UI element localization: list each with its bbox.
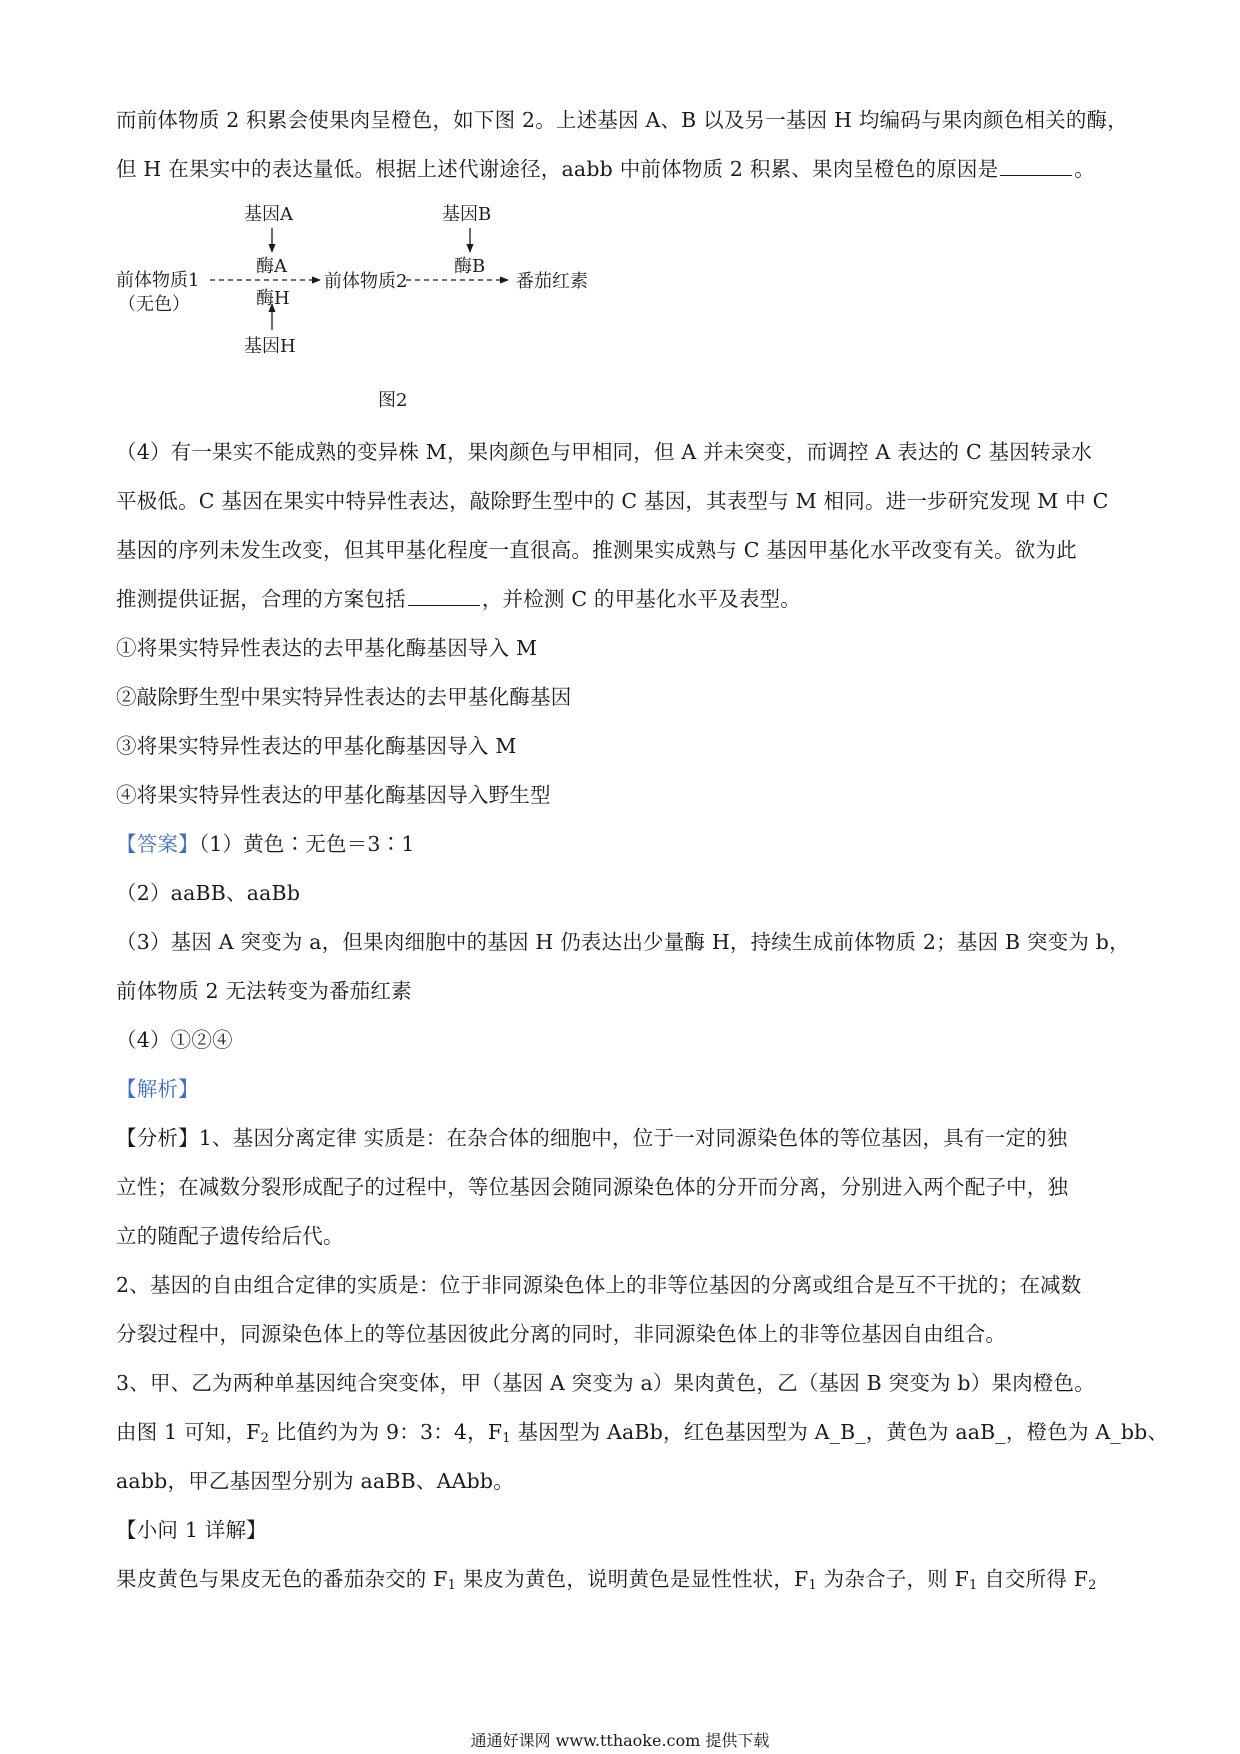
answer-line-1 [116, 820, 1136, 869]
option-4: ④将果实特异性表达的甲基化酶基因导入野生型 [116, 783, 551, 807]
sub-question-1-line-1 [116, 1555, 1136, 1604]
analysis-tag: 【解析】 [116, 1077, 199, 1101]
subscript: 1 [502, 1431, 511, 1446]
answer-2: （2）aaBB、aaBb [116, 881, 301, 905]
precursor-1-label: 前体物质1 [116, 270, 200, 291]
option-2: ②敲除野生型中果实特异性表达的去甲基化酶基因 [116, 685, 572, 709]
precursor-2-label: 前体物质2 [324, 271, 408, 292]
colorless-label: （无色） [118, 294, 190, 315]
enzyme-a-label: 酶A [256, 256, 287, 277]
gene-a-label: 基因A [244, 204, 293, 225]
answer-tag: 【答案】 [116, 832, 199, 856]
q3-line-2 [116, 145, 1136, 194]
subscript: 2 [260, 1431, 270, 1446]
text-run: 果皮黄色与果皮无色的番茄杂交的 F [116, 1567, 448, 1591]
text-run: 为杂合子，则 F [816, 1567, 970, 1591]
analysis-p2-line-1: 2、基因的自由组合定律的实质是：位于非同源染色体上的非等位基因的分离或组合是互不干扰的；在减数 [116, 1273, 1082, 1297]
analysis-p3-line-1: 3、甲、乙为两种单基因纯合突变体，甲（基因 A 突变为 a）果肉黄色，乙（基因 B 突变为 b）果肉橙色。 [116, 1371, 1095, 1395]
enzyme-h-label: 酶H [256, 288, 290, 309]
q4-line-4-end: ，并检测 C 的甲基化水平及表型。 [481, 587, 801, 611]
q4-line-4 [116, 575, 1136, 624]
text-run: 由图 1 可知，F [116, 1420, 261, 1444]
gene-b-label: 基因B [442, 204, 492, 225]
subscript: 2 [1088, 1578, 1097, 1593]
figure-2-pathway [116, 194, 1136, 428]
q4-line-3: 基因的序列未发生改变，但其甲基化程度一直很高。推测果实成熟与 C 基因甲基化水平改变有关。欲为此 [116, 538, 1077, 562]
answer-3-line-2: 前体物质 2 无法转变为番茄红素 [116, 979, 412, 1003]
option-3: ③将果实特异性表达的甲基化酶基因导入 M [116, 734, 517, 758]
sub-question-1-title: 【小问 1 详解】 [116, 1518, 267, 1542]
analysis-p3-line-3: aabb，甲乙基因型分别为 aaBB、AAbb。 [116, 1469, 514, 1493]
q3-line-1: 而前体物质 2 积累会使果肉呈橙色，如下图 2。上述基因 A、B 以及另一基因 H 均编码与果肉颜色相关的酶， [116, 108, 1128, 132]
answer-3-line-1: （3）基因 A 突变为 a，但果肉细胞中的基因 H 仍表达出少量酶 H，持续生成前体物质 2；基因 B 突变为 b， [116, 930, 1130, 954]
answer-1: （1）黄色∶无色＝3∶1 [198, 832, 415, 856]
q4-line-2: 平极低。C 基因在果实中特异性表达，敲除野生型中的 C 基因，其表型与 M 相同。进一步研究发现 M 中 C [116, 489, 1109, 513]
subscript: 1 [447, 1578, 457, 1593]
analysis-p1-line-1: 【分析】1、基因分离定律 实质是：在杂合体的细胞中，位于一对同源染色体的等位基因，具有一定的独 [116, 1126, 1068, 1150]
subscript: 1 [808, 1578, 817, 1593]
figure-caption: 图2 [378, 390, 408, 411]
q3-line-2-end: 。 [1074, 157, 1095, 181]
page-footer: 通通好课网 www.tthaoke.com 提供下载 [470, 1731, 770, 1750]
analysis-p1-line-3: 立的随配子遗传给后代。 [116, 1224, 344, 1248]
q4-line-4-text: 推测提供证据，合理的方案包括 [116, 587, 406, 611]
analysis-p2-line-2: 分裂过程中，同源染色体上的等位基因彼此分离的同时，非同源染色体上的非等位基因自由组合。 [116, 1322, 1007, 1346]
subscript: 1 [969, 1578, 978, 1593]
answer-blank [1000, 174, 1072, 176]
lycopene-label: 番茄红素 [516, 271, 588, 292]
enzyme-b-label: 酶B [454, 256, 486, 277]
gene-h-label: 基因H [244, 336, 296, 357]
document-page [116, 96, 1169, 1604]
answer-blank [408, 604, 480, 606]
text-run: 基因型为 AaBb，红色基因型为 A_B_，黄色为 aaB_，橙色为 A_bb、 [510, 1420, 1169, 1444]
q3-line-2-text: 但 H 在果实中的表达量低。根据上述代谢途径，aabb 中前体物质 2 积累、果肉呈橙色的原因是 [116, 157, 999, 181]
text-run: 自交所得 F [977, 1567, 1089, 1591]
text-run: 果皮为黄色，说明黄色是显性性状，F [456, 1567, 809, 1591]
text-run: 比值约为为 9：3：4，F [269, 1420, 503, 1444]
q4-line-1: （4）有一果实不能成熟的变异株 M，果肉颜色与甲相同，但 A 并未突变，而调控 A 表达的 C 基因转录水 [116, 440, 1093, 464]
analysis-p1-line-2: 立性；在减数分裂形成配子的过程中，等位基因会随同源染色体的分开而分离，分别进入两个配子中，独 [116, 1175, 1069, 1199]
option-1: ①将果实特异性表达的去甲基化酶基因导入 M [116, 636, 538, 660]
answer-4: （4）①②④ [116, 1028, 233, 1052]
analysis-p3-line-2 [116, 1408, 1169, 1457]
